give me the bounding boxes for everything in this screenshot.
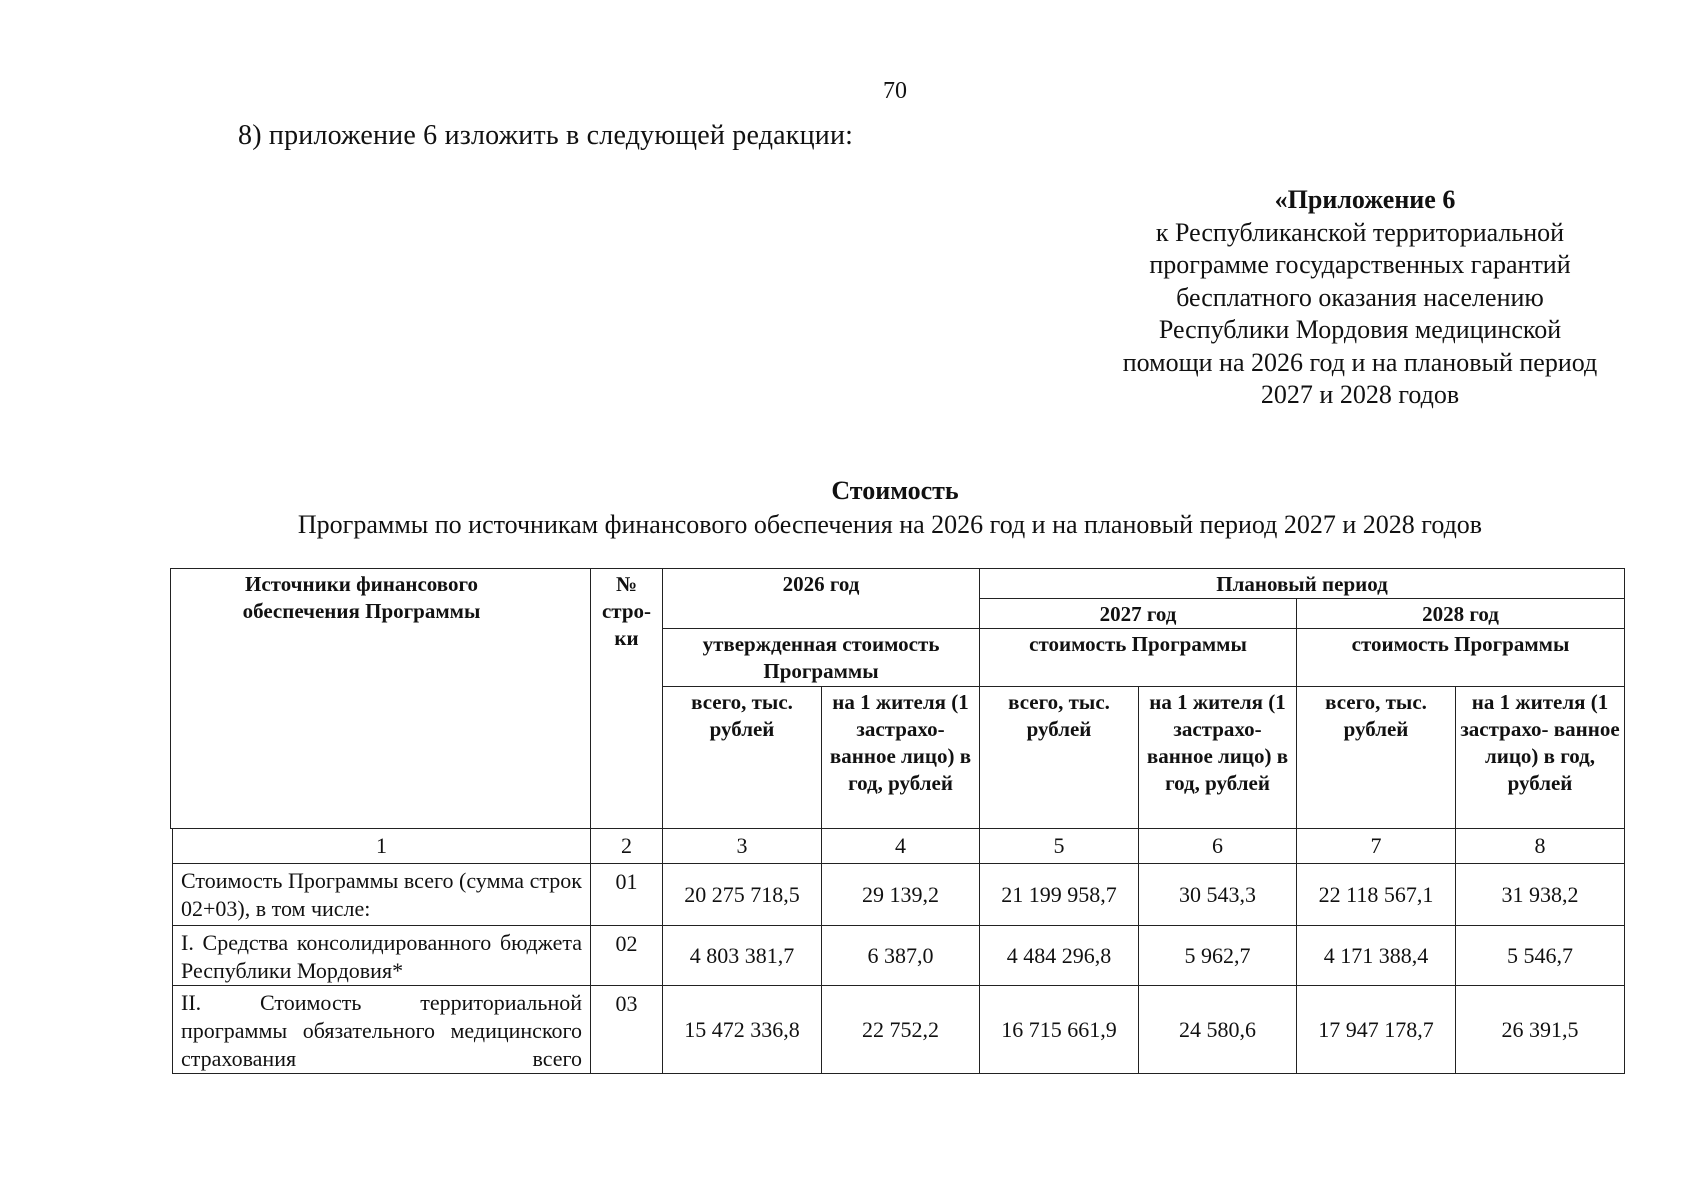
cell-total-2027: 21 199 958,7 (980, 864, 1139, 926)
appendix-title: «Приложение 6 (1274, 185, 1456, 214)
cell-per-person-2028: 5 546,7 (1456, 926, 1625, 986)
appendix-line: помощи на 2026 год и на плановый период (1122, 347, 1598, 377)
header-source-column: Источники финансового обеспечения Программы (171, 569, 591, 829)
cell-per-person-2027: 24 580,6 (1139, 986, 1297, 1074)
column-number: 4 (822, 829, 980, 864)
cell-per-person-2026: 22 752,2 (822, 986, 980, 1074)
header-total-2026: всего, тыс. рублей (663, 687, 822, 829)
row-code: 01 (591, 864, 663, 926)
header-year-2026: 2026 год (663, 569, 980, 629)
row-label: Стоимость Программы всего (сумма строк 02+03), в том числе: (173, 864, 591, 926)
cell-total-2026: 20 275 718,5 (663, 864, 822, 926)
column-number: 8 (1456, 829, 1625, 864)
table-title: Стоимость (831, 476, 959, 505)
appendix-line: к Республиканской территориальной (1155, 217, 1565, 247)
header-total-2027: всего, тыс. рублей (980, 687, 1139, 829)
appendix-line: программе государственных гарантий (1149, 250, 1571, 279)
cost-table-body (172, 828, 1625, 1074)
header-year-2027: 2027 год (980, 599, 1297, 629)
cell-total-2026: 4 803 381,7 (663, 926, 822, 986)
cell-total-2026: 15 472 336,8 (663, 986, 822, 1074)
cell-total-2028: 4 171 388,4 (1297, 926, 1456, 986)
column-number: 6 (1139, 829, 1297, 864)
cell-per-person-2027: 30 543,3 (1139, 864, 1297, 926)
cell-total-2027: 4 484 296,8 (980, 926, 1139, 986)
cell-per-person-2026: 6 387,0 (822, 926, 980, 986)
cell-per-person-2027: 5 962,7 (1139, 926, 1297, 986)
cost-table-header (170, 568, 1625, 829)
header-year-2028: 2028 год (1297, 599, 1625, 629)
header-program-cost-2028: стоимость Программы (1297, 629, 1625, 687)
intro-text: 8) приложение 6 изложить в следующей редакции: (238, 120, 854, 151)
table-subtitle: Программы по источникам финансового обеспечения на 2026 год и на плановый период 2027 и 2028 годов (297, 510, 1483, 539)
table-row (173, 986, 1625, 1074)
table-row (173, 864, 1625, 926)
header-total-2028: всего, тыс. рублей (1297, 687, 1456, 829)
column-number: 7 (1297, 829, 1456, 864)
cell-per-person-2028: 31 938,2 (1456, 864, 1625, 926)
header-row-number-column: № стро- ки (591, 569, 663, 829)
column-number-row (173, 829, 1625, 864)
cell-per-person-2026: 29 139,2 (822, 864, 980, 926)
column-number: 1 (173, 829, 591, 864)
cell-per-person-2028: 26 391,5 (1456, 986, 1625, 1074)
header-program-cost-2027: стоимость Программы (980, 629, 1297, 687)
row-code: 02 (591, 926, 663, 986)
header-planned-period: Плановый период (980, 569, 1625, 599)
table-row (173, 926, 1625, 986)
row-label: I. Средства консолидированного бюджета Республики Мордовия* (173, 926, 591, 986)
header-per-person-2027: на 1 жителя (1 застрахо- ванное лицо) в год, рублей (1139, 687, 1297, 829)
header-per-person-2028: на 1 жителя (1 застрахо- ванное лицо) в год, рублей (1456, 687, 1625, 829)
page-number: 70 (883, 78, 907, 104)
appendix-line: Республики Мордовия медицинской (1158, 315, 1562, 344)
row-code: 03 (591, 986, 663, 1074)
appendix-block (1090, 184, 1630, 412)
cell-total-2028: 22 118 567,1 (1297, 864, 1456, 926)
cell-total-2027: 16 715 661,9 (980, 986, 1139, 1074)
cell-total-2028: 17 947 178,7 (1297, 986, 1456, 1074)
column-number: 3 (663, 829, 822, 864)
row-label: II. Стоимость территориальной программы обязательного медицинского страхования всего (173, 986, 591, 1074)
header-approved-cost: утвержденная стоимость Программы (663, 629, 980, 687)
header-per-person-2026: на 1 жителя (1 застрахо- ванное лицо) в год, рублей (822, 687, 980, 829)
column-number: 2 (591, 829, 663, 864)
appendix-line: 2027 и 2028 годов (1260, 380, 1460, 409)
appendix-line: бесплатного оказания населению (1176, 282, 1544, 312)
column-number: 5 (980, 829, 1139, 864)
